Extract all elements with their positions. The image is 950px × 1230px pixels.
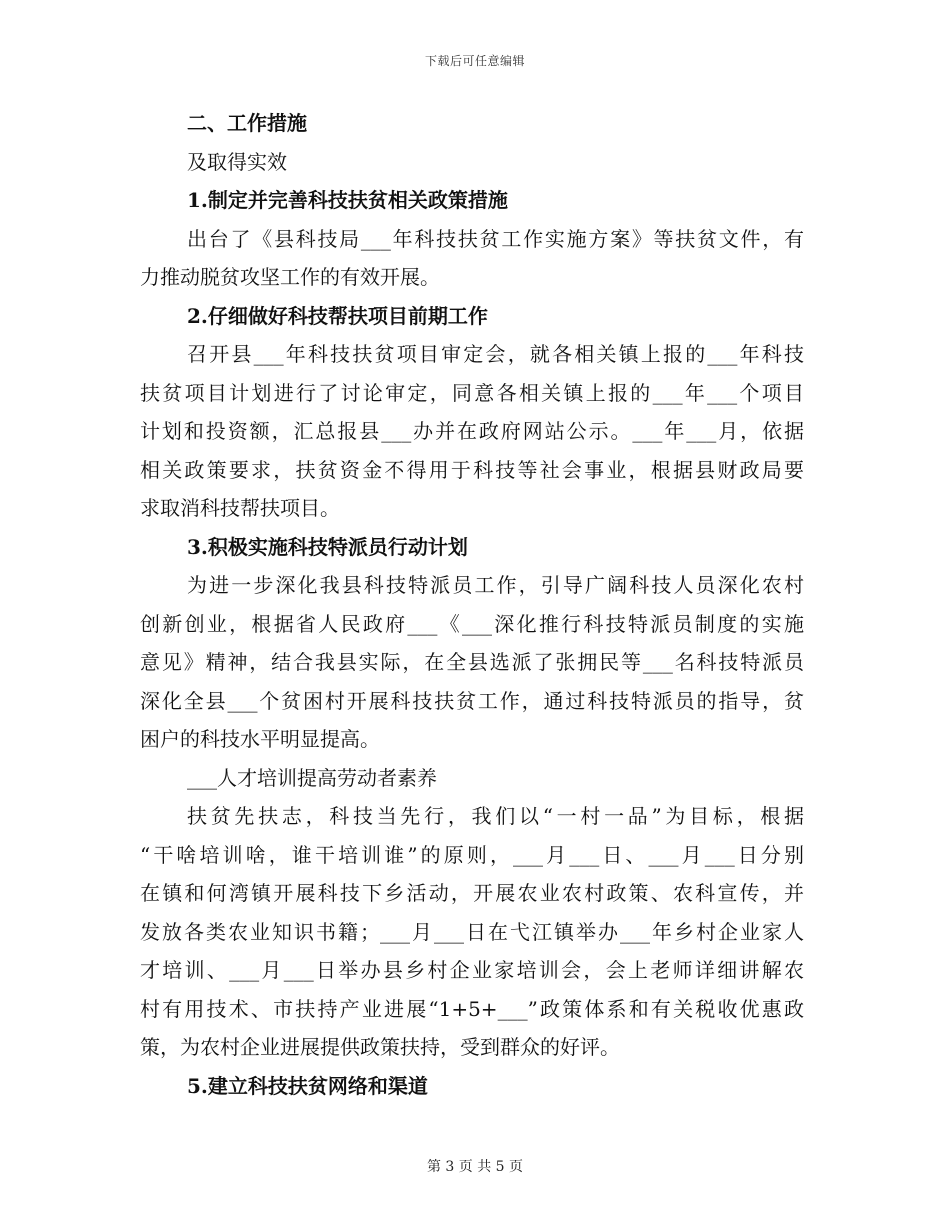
header-note: 下载后可任意编辑	[424, 54, 525, 68]
paragraph-line: 扶贫项目计划进行了讨论审定，同意各相关镇上报的___年___个项目	[140, 380, 804, 405]
paragraph-line: 在镇和何湾镇开展科技下乡活动，开展农业农村政策、农科宣传，并	[140, 881, 804, 905]
subheading-4: ___人才培训提高劳动者素养	[187, 765, 437, 790]
paragraph-line: “干啥培训啥，谁干培训谁”的原则，___月___日、___月___日分别	[140, 842, 804, 867]
document-body	[140, 104, 804, 1105]
page-number: 第 3 页 共 5 页	[426, 1159, 524, 1175]
paragraph-line: 创新创业，根据省人民政府___《___深化推行科技特派员制度的实施	[140, 611, 804, 636]
paragraph-line: 策，为农村企业进展提供政策扶持，受到群众的好评。	[140, 1035, 620, 1059]
subheading-5: 5.建立科技扶贫网络和渠道	[187, 1073, 428, 1098]
paragraph-line: 求取消科技帮扶项目。	[140, 496, 340, 520]
paragraph-line: 扶贫先扶志，科技当先行，我们以“一村一品”为目标，根据	[187, 804, 804, 828]
paragraph-line: 相关政策要求，扶贫资金不得用于科技等社会事业，根据县财政局要	[140, 457, 804, 482]
paragraph-line: 困户的科技水平明显提高。	[140, 727, 380, 751]
paragraph-line: 深化全县___个贫困村开展科技扶贫工作，通过科技特派员的指导，贫	[140, 688, 804, 713]
paragraph-line: 为进一步深化我县科技特派员工作，引导广阔科技人员深化农村	[187, 573, 804, 597]
paragraph-line: 力推动脱贫攻坚工作的有效开展。	[140, 265, 440, 289]
section-subheading: 及取得实效	[187, 149, 287, 174]
paragraph-line: 意见》精神，结合我县实际，在全县选派了张拥民等___名科技特派员	[140, 650, 804, 674]
subheading-1: 1.制定并完善科技扶贫相关政策措施	[187, 188, 508, 212]
subheading-2: 2.仔细做好科技帮扶项目前期工作	[187, 303, 488, 328]
paragraph-line: 出台了《县科技局___年科技扶贫工作实施方案》等扶贫文件，有	[187, 226, 804, 251]
subheading-3: 3.积极实施科技特派员行动计划	[187, 534, 468, 559]
paragraph-line: 才培训、___月___日举办县乡村企业家培训会，会上老师详细讲解农	[140, 958, 804, 982]
paragraph-line: 村有用技术、市扶持产业进展“1+5+___”政策体系和有关税收优惠政	[140, 996, 804, 1021]
section-heading: 二、工作措施	[187, 111, 307, 135]
paragraph-line: 发放各类农业知识书籍；___月___日在弋江镇举办___年乡村企业家人	[140, 919, 804, 944]
paragraph-line: 计划和投资额，汇总报县___办并在政府网站公示。___年___月，依据	[140, 419, 804, 443]
paragraph-line: 召开县___年科技扶贫项目审定会，就各相关镇上报的___年科技	[187, 342, 804, 366]
